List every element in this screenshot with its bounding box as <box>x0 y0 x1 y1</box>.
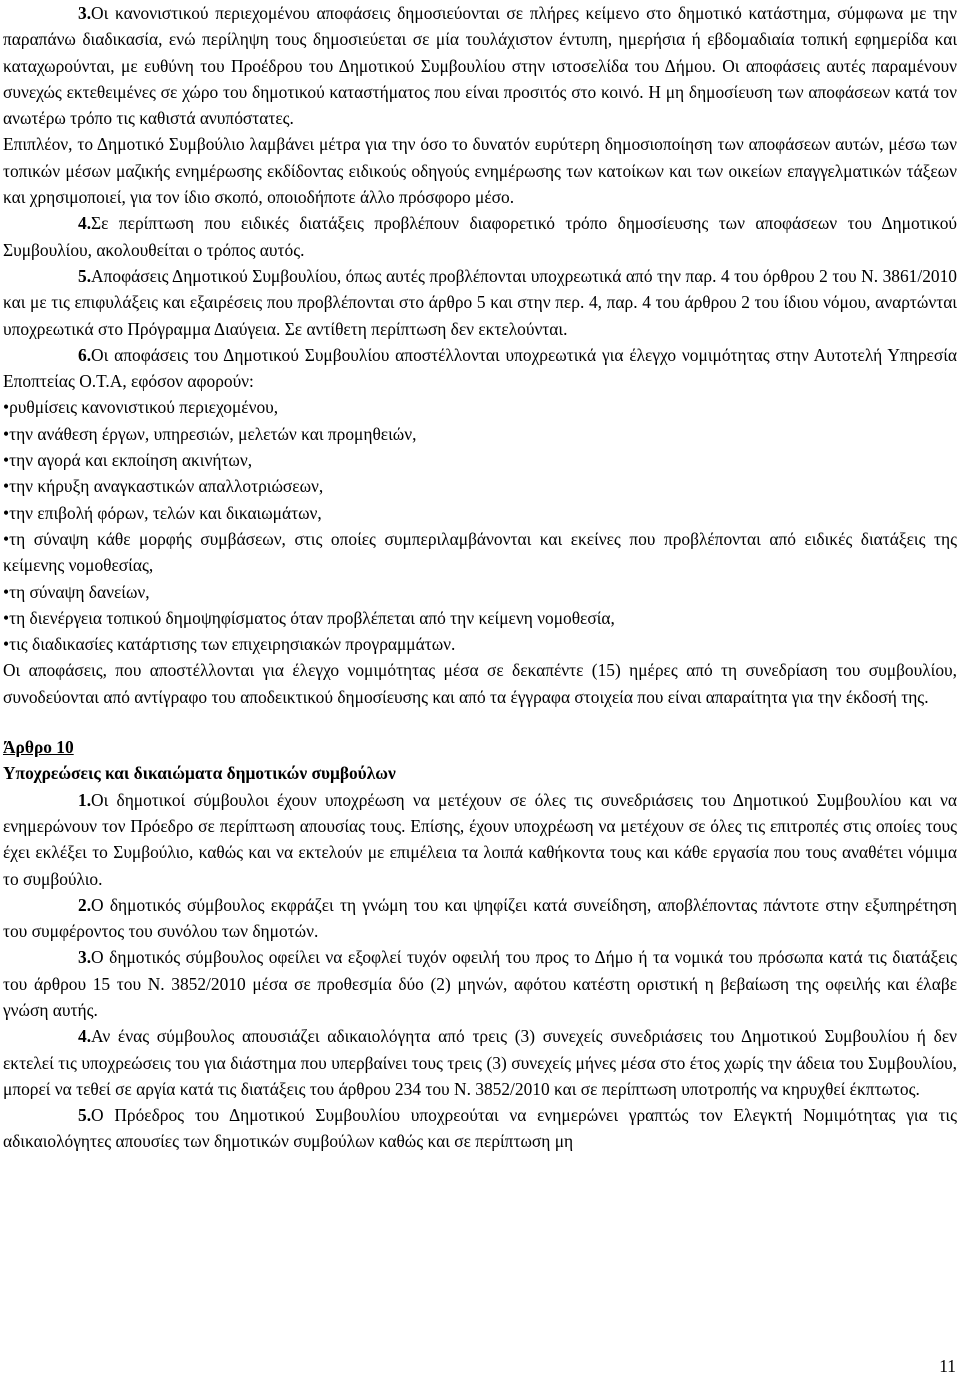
article-title: Υποχρεώσεις και δικαιώματα δημοτικών συμβούλων <box>3 763 396 784</box>
paragraph-number: 2. <box>78 894 92 915</box>
paragraph-number: 4. <box>78 1026 92 1047</box>
paragraph-text: Αποφάσεις Δημοτικού Συμβουλίου, όπως αυτές προβλέπονται υποχρεωτικά από την παρ. 4 του όρθρου 2 του Ν. 3861/2010 και με τις επιφυλάξεις και εξαιρέσεις που προβλέπονται στο άρθρο 5 και στην περ. 4, παρ. 4 του άρθρου 2 του ίδιου νόμου, αναρτώνται υποχρεωτικά στο Πρόγραμμα Διαύγεια. Σε αντίθετη περίπτωση δεν εκτελούνται. <box>3 265 957 339</box>
paragraph-text: Οι αποφάσεις του Δημοτικού Συμβουλίου αποστέλλονται υποχρεωτικά για έλεγχο νομιμότητας στην Αυτοτελή Υπηρεσία Εποπτείας Ο.Τ.Α, εφόσον αφορούν: <box>3 344 957 392</box>
list-item: • την κήρυξη αναγκαστικών απαλλοτριώσεων, <box>3 473 957 499</box>
article-paragraph-3 <box>3 944 957 1023</box>
article-paragraph-1 <box>3 787 957 892</box>
article-paragraph-4 <box>3 1023 957 1102</box>
paragraph-text: Σε περίπτωση που ειδικές διατάξεις προβλέπουν διαφορετικό τρόπο δημοσίευσης των αποφάσεων του Δημοτικού Συμβουλίου, ακολουθείται ο τρόπος αυτός. <box>3 213 957 260</box>
bullet-list <box>3 394 957 657</box>
paragraph-text: Οι κανονιστικού περιεχομένου αποφάσεις δημοσιεύονται σε πλήρες κείμενο στο δημοτικό κατάστημα, σύμφωνα με την παραπάνω διαδικασία, ενώ περίληψη τους δημοσιεύεται σε μία τουλάχιστον έντυπη, ημερήσια ή εβδομαδιαία τοπική εφημερίδα και καταχωρούνται, με ευθύνη του Προέδρου του Δημοτικού Συμβουλίου στην ιστοσελίδα του Δήμου. Οι αποφάσεις αυτές παραμένουν συνεχώς εκτεθειμένες σε χώρο του δημοτικού καταστήματος που είναι προσιτός στο κοινό. Η μη δημοσίευση των αποφάσεων κατά τον ανωτέρω τρόπο τις καθιστά ανυπόστατες. <box>3 3 957 129</box>
paragraph-text: Ο δημοτικός σύμβουλος οφείλει να εξοφλεί τυχόν οφειλή του προς το Δήμο ή τα νομικά του πρόσωπα κατά τις διατάξεις του άρθρου 15 του Ν. 3852/2010 μέσα σε προθεσμία δύο (2) μηνών, αφότου κατέστη οριστική η βεβαίωση της οφειλής και έλαβε γνώση αυτής. <box>3 947 957 1020</box>
paragraph-number: 6. <box>78 344 92 365</box>
paragraph-5 <box>3 263 957 342</box>
list-item: • την ανάθεση έργων, υπηρεσιών, μελετών και προμηθειών, <box>3 421 957 447</box>
paragraph-number: 1. <box>78 789 92 810</box>
list-item: • τη σύναψη κάθε μορφής συμβάσεων, στις οποίες συμπεριλαμβάνονται και εκείνες που προβλέπονται από ειδικές διατάξεις της κείμενης νομοθεσίας, <box>3 526 957 579</box>
paragraph-number: 5. <box>78 265 92 286</box>
paragraph-3 <box>3 0 957 131</box>
paragraph-text: Αν ένας σύμβουλος απουσιάζει αδικαιολόγητα από τρεις (3) συνεχείς συνεδριάσεις του Δημοτικού Συμβουλίου ή δεν εκτελεί τις υποχρεώσεις του για διάστημα που υπερβαίνει τους τρεις (3) συνεχείς μήνες μέσα στο έτος χωρίς την άδεια του Συμβουλίου, μπορεί να τεθεί σε αργία κατά τις διατάξεις του άρθρου 234 του Ν. 3852/2010 και σε περίπτωση υποτροπής να κηρυχθεί έκπτωτος. <box>3 1026 957 1099</box>
list-item: • την αγορά και εκποίηση ακινήτων, <box>3 447 957 473</box>
list-item: • τη σύναψη δανείων, <box>3 579 957 605</box>
paragraph-number: 3. <box>78 3 92 23</box>
spacer <box>3 710 957 734</box>
paragraph-3-continued: Επιπλέον, το Δημοτικό Συμβούλιο λαμβάνει μέτρα για την όσο το δυνατόν ευρύτερη δημοσιοποίηση των αποφάσεων αυτών, μέσω των τοπικών μέσων μαζικής ενημέρωσης εκδίδοντας ειδικούς οδηγούς ενημέρωσης των κατοίκων και των οικείων επαγγελματικών τάξεων και χρησιμοποιεί, για τον ίδιο σκοπό, οποιοδήποτε άλλο πρόσφορο μέσο. <box>3 134 957 208</box>
paragraph-number: 5. <box>78 1105 92 1126</box>
paragraph-number: 4. <box>78 213 92 234</box>
list-item: • τη διενέργεια τοπικού δημοψηφίσματος όταν προβλέπεται από την κείμενη νομοθεσία, <box>3 605 957 631</box>
article-paragraph-2 <box>3 892 957 945</box>
article-paragraph-5 <box>3 1102 957 1155</box>
paragraph-6 <box>3 342 957 395</box>
article-label: Άρθρο 10 <box>3 737 74 758</box>
page-number: 11 <box>939 1356 956 1376</box>
paragraph-text: Οι δημοτικοί σύμβουλοι έχουν υποχρέωση να μετέχουν σε όλες τις συνεδριάσεις του Δημοτικού Συμβουλίου και να ενημερώνουν τον Πρόεδρο σε περίπτωση απουσίας τους. Επίσης, έχουν υποχρέωση να μετέχουν σε όλες τις επιτροπές στις οποίες τους έχει εκλέξει το Συμβούλιο, καθώς και να εκτελούν με επιμέλεια τα λοιπά καθήκοντα τους και κάθε εργασία που τους αναθέτει νόμιμα το συμβούλιο. <box>3 789 957 889</box>
paragraph-text: Ο Πρόεδρος του Δημοτικού Συμβουλίου υποχρεούται να ενημερώνει γραπτώς τον Ελεγκτή Νομιμότητας για τις αδικαιολόγητες απουσίες των δημοτικών συμβούλων καθώς και σε περίπτωση μη <box>3 1105 957 1152</box>
document-body <box>3 0 957 1155</box>
paragraph-text: Ο δημοτικός σύμβουλος εκφράζει τη γνώμη του και ψηφίζει κατά συνείδηση, αποβλέποντας πάντοτε στην εξυπηρέτηση του συμφέροντος του συνόλου των δημοτών. <box>3 894 957 942</box>
paragraph-number: 3. <box>78 947 92 968</box>
list-item: • ρυθμίσεις κανονιστικού περιεχομένου, <box>3 394 957 420</box>
paragraph-6-continued: Οι αποφάσεις, που αποστέλλονται για έλεγχο νομιμότητας μέσα σε δεκαπέντε (15) ημέρες από τη συνεδρίαση του συμβουλίου, συνοδεύονται από αντίγραφο του αποδεικτικού δημοσίευσης και από τα έγγραφα στοιχεία που είναι απαραίτητα για την έκδοσή της. <box>3 660 957 707</box>
paragraph-4 <box>3 210 957 263</box>
list-item: • την επιβολή φόρων, τελών και δικαιωμάτων, <box>3 500 957 526</box>
list-item: • τις διαδικασίες κατάρτισης των επιχειρησιακών προγραμμάτων. <box>3 631 957 657</box>
